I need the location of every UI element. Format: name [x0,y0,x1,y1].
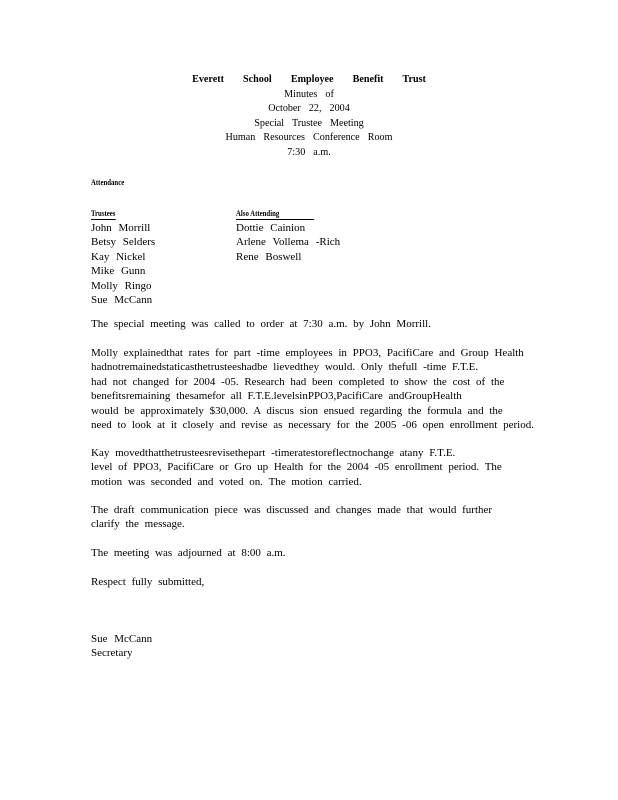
paragraph-line: The special meeting was called to order at 7:30 a.m. by John Morrill. [91,318,431,330]
paragraph-line: The meeting was adjourned at 8:00 a.m. [91,547,286,559]
trustee-name: Betsy Selders [91,236,156,249]
attendee-name: Dottie Cainion [236,222,306,234]
paragraph-line: would be approximately $30,000. A discus sion ensued regarding the formula and the [91,404,503,417]
paragraph-line: The draft communication piece was discussed and changes made that would further [91,504,493,516]
motion-paragraph [91,446,523,489]
also-attending-column [236,206,396,264]
paragraph-line: Molly explainedthat rates for part -time employees in PPO3, PacifiCare and Group Health [91,347,524,359]
paragraph-line: Respect fully submitted, [91,576,205,588]
adjournment-paragraph [91,546,523,560]
meeting-location: Human Resources Conference Room [225,131,393,143]
trustees-column [91,206,221,307]
signatory-title: Secretary [91,647,133,660]
trustee-name: Mike Gunn [91,265,146,278]
call-to-order-paragraph [91,317,523,331]
document-title: Everett School Employee Benefit Trust [192,73,426,85]
paragraph-line: clarify the message. [91,518,185,531]
communication-paragraph [91,503,523,532]
rates-paragraph [91,346,534,432]
attendee-name: Rene Boswell [236,250,302,263]
paragraph-line: benefitsremaining thesamefor all F.T.E.levelsinPPO3,PacifiCare andGroupHealth [91,390,462,403]
paragraph-line: hadnotremainedstaticasthetrusteeshadbe lievedthey would. Only thefull -time F.T.E. [91,361,479,374]
trustee-name: Sue McCann [91,294,153,307]
also-attending-heading: Also Attending [236,209,314,220]
signatory-name: Sue McCann [91,633,153,645]
trustee-name: John Morrill [91,222,151,234]
trustees-heading: Trustees [91,209,116,218]
paragraph-line: Kay movedthatthetrusteesrevisethepart -timeratestoreflectnochange atany F.T.E. [91,447,456,459]
trustee-name: Kay Nickel [91,250,146,263]
paragraph-line: motion was seconded and voted on. The motion carried. [91,475,362,488]
meeting-date: October 22, 2004 [268,102,350,114]
attendee-name: Arlene Vollema -Rich [236,236,341,249]
meeting-type: Special Trustee Meeting [254,116,364,129]
paragraph-line: level of PPO3, PacifiCare or Gro up Health for the 2004 -05 enrollment period. The [91,461,502,474]
paragraph-line: need to look at it closely and revise as necessary for the 2005 -06 open enrollment period. [91,419,534,432]
paragraph-line: had not changed for 2004 -05. Research had been completed to show the cost of the [91,375,505,388]
minutes-line: Minutes of [284,87,334,100]
attendance-label: Attendance [91,178,125,187]
meeting-time: 7:30 a.m. [287,145,331,158]
trustee-name: Molly Ringo [91,279,152,292]
closing-line [91,575,523,589]
signature-block [91,632,152,661]
document-header [25,72,594,159]
